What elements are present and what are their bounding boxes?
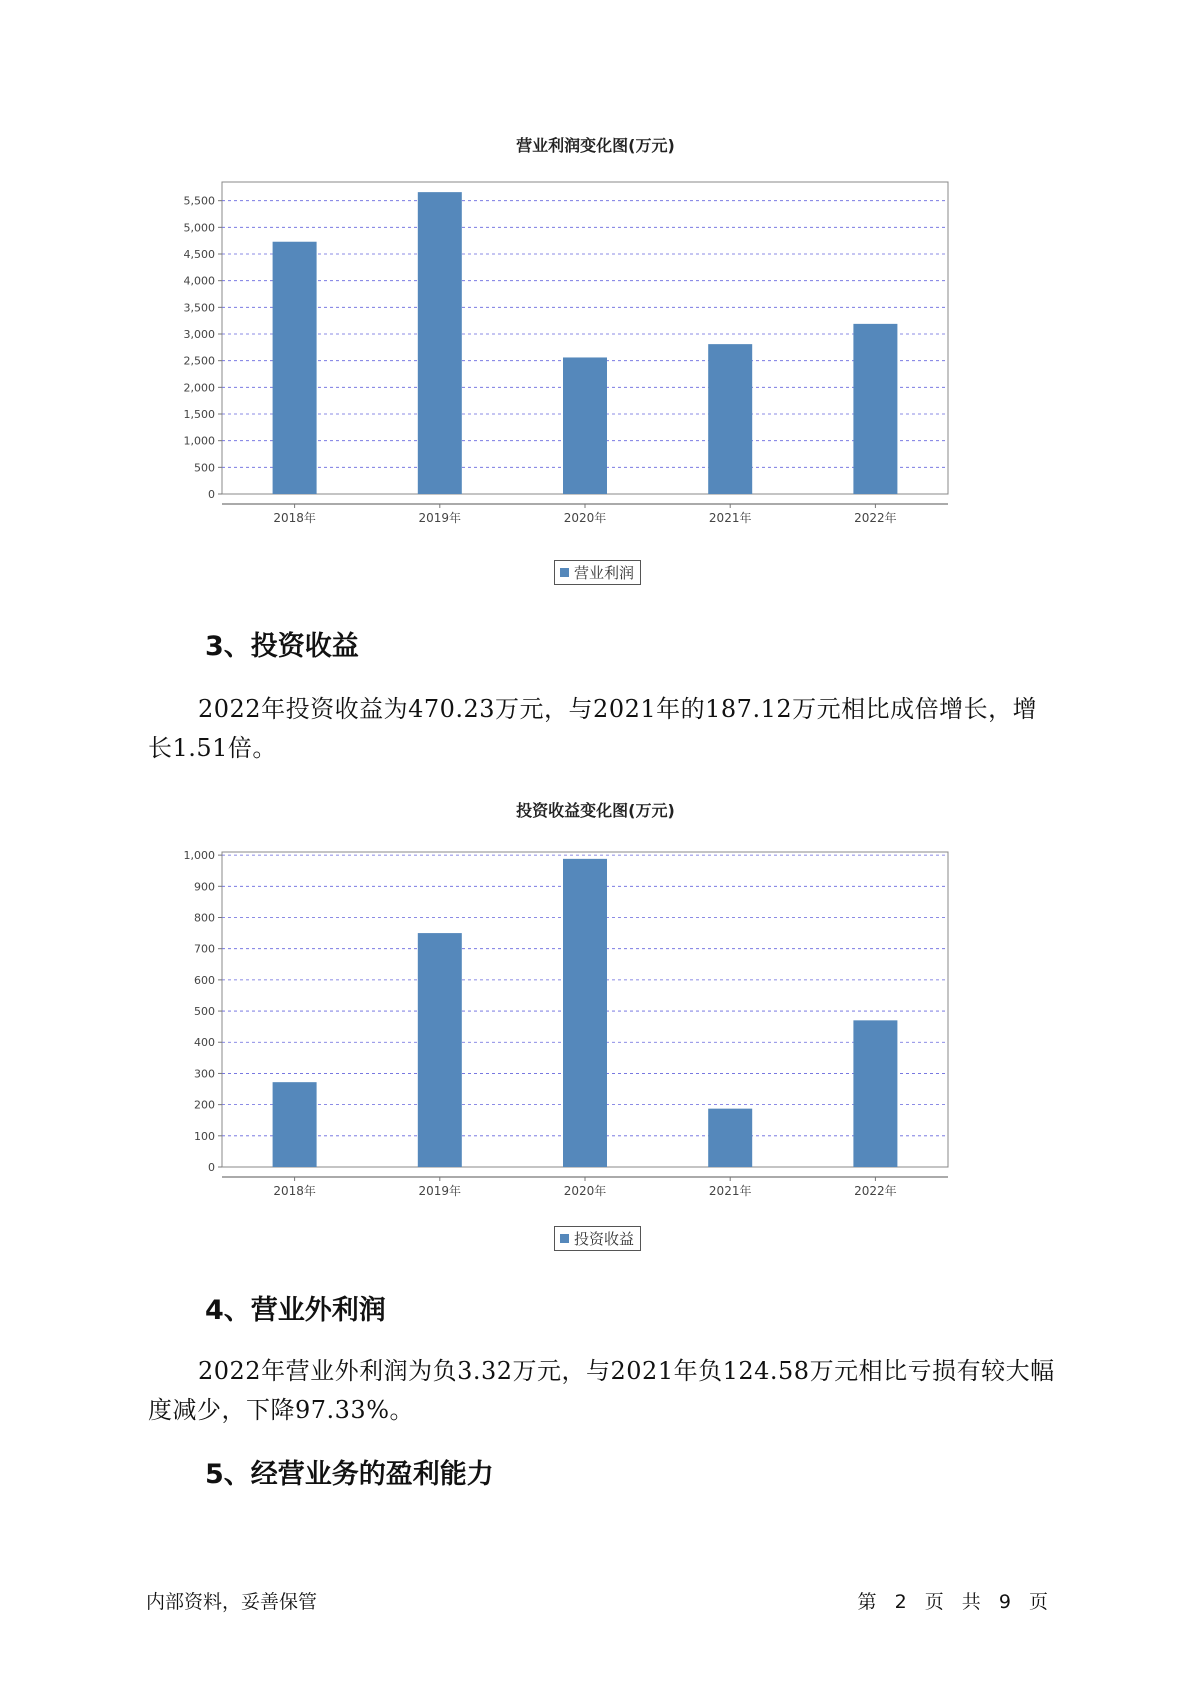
y-tick-label: 300 [194, 1067, 215, 1081]
x-tick-label: 2020年 [563, 1184, 607, 1198]
bar-2021年 [708, 1109, 752, 1167]
bar-2019年 [418, 933, 462, 1167]
y-tick-label: 4,000 [183, 274, 215, 288]
footer-page-number [856, 1587, 1050, 1614]
y-tick-label: 400 [194, 1036, 215, 1050]
y-tick-label: 1,000 [183, 434, 215, 448]
chart1-legend [554, 560, 641, 585]
chart2-legend [554, 1226, 641, 1251]
bar-2020年 [563, 357, 607, 494]
legend-swatch [560, 568, 569, 577]
page-prefix: 第 [857, 1591, 877, 1613]
y-tick-label: 0 [208, 1161, 215, 1174]
bar-2021年 [708, 344, 752, 494]
y-tick-label: 0 [208, 488, 215, 501]
page-middle: 页 [924, 1591, 944, 1613]
y-tick-label: 500 [194, 461, 215, 475]
page-total-prefix: 共 [961, 1591, 981, 1613]
investment-income-chart-svg [150, 840, 950, 1200]
y-tick-label: 2,000 [183, 381, 215, 395]
x-tick-label: 2019年 [418, 511, 462, 525]
y-tick-label: 100 [194, 1129, 215, 1143]
bar-2020年 [563, 859, 607, 1167]
page-current: 2 [894, 1591, 907, 1613]
section-5-heading: 5、经营业务的盈利能力 [205, 1459, 494, 1490]
bar-2019年 [418, 192, 462, 494]
y-tick-label: 2,500 [183, 354, 215, 368]
x-tick-label: 2022年 [854, 511, 897, 525]
section-3-heading: 3、投资收益 [205, 631, 359, 662]
y-tick-label: 3,500 [183, 301, 215, 315]
section-4-paragraph: 2022年营业外利润为负3.32万元，与2021年负124.58万元相比亏损有较大幅度减少，下降97.33%。 [148, 1357, 1055, 1424]
x-tick-label: 2020年 [563, 511, 607, 525]
investment-income-chart [150, 840, 950, 1200]
y-tick-label: 200 [194, 1098, 215, 1112]
y-tick-label: 900 [194, 880, 215, 894]
legend-swatch [560, 1234, 569, 1243]
y-tick-label: 1,500 [183, 408, 215, 421]
bar-2018年 [273, 242, 317, 494]
y-tick-label: 4,500 [183, 248, 215, 261]
x-tick-label: 2018年 [273, 1184, 316, 1198]
x-tick-label: 2018年 [273, 511, 316, 525]
y-tick-label: 3,000 [183, 328, 215, 341]
page-total: 9 [998, 1591, 1011, 1613]
chart2-legend-label: 投资收益 [574, 1230, 635, 1248]
y-tick-label: 800 [194, 911, 215, 925]
chart2-title: 投资收益变化图(万元) [516, 801, 675, 820]
footer-confidential-note: 内部资料，妥善保管 [146, 1591, 318, 1613]
x-tick-label: 2021年 [708, 1184, 752, 1198]
y-tick-label: 600 [194, 973, 215, 987]
bar-2022年 [853, 324, 897, 494]
x-tick-label: 2019年 [418, 1184, 462, 1198]
y-tick-label: 5,000 [183, 221, 215, 235]
chart1-legend-label: 营业利润 [574, 564, 635, 582]
x-tick-label: 2021年 [708, 511, 752, 525]
x-tick-label: 2022年 [854, 1184, 897, 1198]
page-suffix: 页 [1028, 1591, 1048, 1613]
bar-2018年 [273, 1082, 317, 1167]
y-tick-label: 500 [194, 1005, 215, 1019]
bar-2022年 [853, 1020, 897, 1167]
y-tick-label: 1,000 [183, 849, 215, 863]
operating-profit-chart-svg [150, 170, 950, 530]
y-tick-label: 700 [194, 942, 215, 956]
operating-profit-chart [150, 170, 950, 530]
section-4-heading: 4、营业外利润 [205, 1295, 386, 1326]
y-tick-label: 5,500 [183, 194, 215, 208]
section-3-paragraph: 2022年投资收益为470.23万元，与2021年的187.12万元相比成倍增长，增长1.51倍。 [148, 695, 1038, 762]
chart1-title: 营业利润变化图(万元) [516, 136, 675, 155]
